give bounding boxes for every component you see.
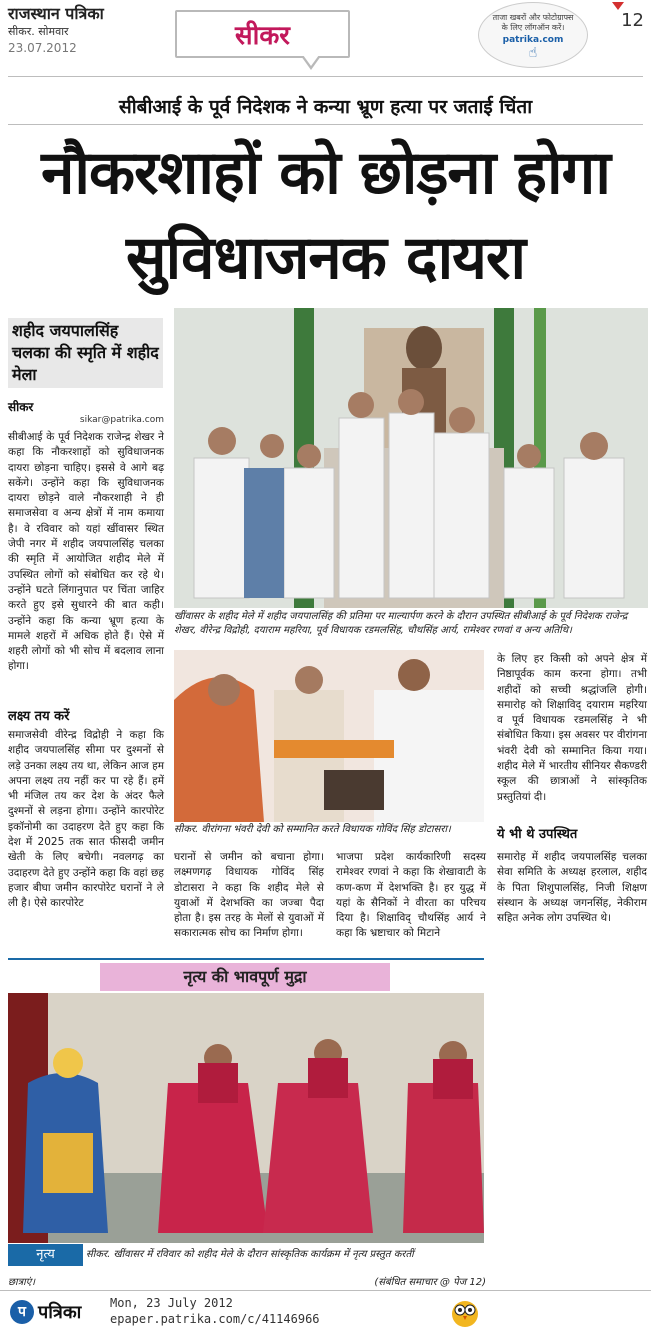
- divider: [8, 76, 643, 77]
- edition: सीकर. सोमवार: [8, 25, 69, 38]
- headline-line-2: सुविधाजनक दायरा: [126, 223, 525, 293]
- photo-caption-2: सीकर. वीरांगना भंवरी देवी को सम्मानित करते विधायक गोविंद सिंह डोटासरा।: [174, 824, 451, 835]
- photo-felicitation-illustration: [174, 650, 484, 822]
- story-column-1: सीबीआई के पूर्व निदेशक राजेन्द्र शेखर ने कहा कि नौकरशाहों को सुविधाजनक दायरा छोड़ना चाहिए। इससे वे आगे बढ़ सकेंगे। उन्होंने कहा कि सुविधाजनक दायरा छोड़ने वाले नौकरशाही ने ही समाजसेवा व अन्य क्षेत्रों में नाम कमाया है। वे रविवार को यहां खींवासर स्थित जेपी नगर में शहीद जयपालसिंह चलका की स्मृति में आयोजित शहीद मेले में उपस्थित लोगों को संबोधित कर रहे थे। उन्होंने घटते लिंगानुपात पर चिंता जाहिर करते हुए इसे सुधारने की बात कही। उन्होंने कहा कि कन्या भ्रूण हत्या के मामले शहरों में अधिक होते हैं। ऐसे में शहरी लोगों को भी सोच में बदलाव लाना होगा।: [8, 431, 164, 673]
- story-column-2: घरानों से जमीन को बचाना होगा। लक्ष्मणगढ़ विधायक गोविंद सिंह डोटासरा ने कहा कि शहीद मेले से युवाओं में देशभक्ति का जज्बा पैदा होता है। इस तरह के मेलों से युवाओं में सकारात्मक सोच का निर्माण होगा।: [174, 851, 324, 940]
- photo-caption-3-end: छात्राएं।: [8, 1277, 36, 1288]
- footer-divider: [0, 1290, 651, 1291]
- masthead: [8, 4, 168, 56]
- page-tab-icon: [612, 2, 624, 10]
- photo-dance-illustration: [8, 993, 484, 1243]
- photo-statue-tribute: [174, 308, 648, 608]
- promo-text-2: के लिए लॉगऑन करें।: [501, 23, 565, 32]
- patrika-logo-icon: प: [10, 1300, 34, 1324]
- headline-line-1: नौकरशाहों को छोड़ना होगा: [41, 138, 610, 208]
- photo-caption-1: खींवासर के शहीद मेले में शहीद जयपालसिंह की प्रतिमा पर माल्यार्पण करने के दौरान उपस्थित सीबीआई के पूर्व निदेशक राजेन्द्र शेखर, वीरेन्द्र विद्रोही, दयाराम महरिया, पूर्व विधायक रडमलसिंह, चौथसिंह आर्य, रामेश्वर रणवां व अन्य अतिथि।: [174, 611, 628, 636]
- photo-dance: [8, 993, 484, 1243]
- reporter-email[interactable]: sikar@patrika.com: [79, 415, 164, 425]
- city-name: सीकर: [235, 21, 290, 51]
- dance-label: नृत्य: [8, 1244, 83, 1266]
- side-headline: शहीद जयपालसिंह चलका की स्मृति में शहीद मेला: [8, 318, 163, 388]
- story-column-3: भाजपा प्रदेश कार्यकारिणी सदस्य रामेश्वर रणवां ने कहा कि शेखावाटी के कण-कण में देशभक्ति है। हर युद्ध में यहां के सैनिकों ने वीरता का परिचय दिया है। शिक्षाविद् चौथसिंह आर्य ने कहा कि भ्रष्टाचार को मिटाने: [336, 851, 486, 940]
- section-title-upasthit: ये भी थे उपस्थित: [497, 827, 578, 842]
- page-number: 12: [621, 10, 644, 31]
- owl-icon: [450, 1296, 480, 1328]
- hand-cursor-icon: ☝: [528, 45, 538, 61]
- footer-date: Mon, 23 July 2012: [110, 1296, 233, 1310]
- section-title-lakshya: लक्ष्य तय करें: [8, 709, 70, 724]
- subheadline: सीबीआई के पूर्व निदेशक ने कन्या भ्रूण हत्या पर जताई चिंता: [118, 96, 533, 118]
- footer-logo-text: पत्रिका: [38, 1302, 82, 1323]
- promo-url[interactable]: patrika.com: [502, 35, 564, 45]
- promo-badge[interactable]: [478, 2, 588, 68]
- city-box: [175, 10, 350, 58]
- footer-url[interactable]: epaper.patrika.com/c/41146966: [110, 1312, 320, 1326]
- story-column-1b: समाजसेवी वीरेन्द्र विद्रोही ने कहा कि शहीद जयपालसिंह सीमा पर दुश्मनों से लड़े उनका लक्ष्य तय था, लेकिन आज हम अपना लक्ष्य तय नहीं कर पा रहे हैं। हमें भी मंजिल तय कर देश के अंदर फैले दुश्मनों से लड़ना होगा। उन्होंने कारपोरेट इकॉनोमी का उदाहरण देते हुए कहा कि देश में 2025 तक सात फीसदी जमीन खेती के लिए बचेगी। नवलगढ़ का उदाहरण देते हुए उन्होंने कहा कि वहां छह हजार बीघा जमीन कारपोरेट घरानों ने ले ली है। ऐसे कारपोरेट: [8, 729, 164, 910]
- promo-text-1: ताजा खबरों और फोटोग्राफ्स: [492, 13, 574, 22]
- footer-logo[interactable]: [10, 1298, 110, 1326]
- divider: [8, 124, 643, 125]
- dance-banner: नृत्य की भावपूर्ण मुद्रा: [100, 963, 390, 991]
- photo-statue-illustration: [174, 308, 648, 608]
- story-column-right: के लिए हर किसी को अपने क्षेत्र में निष्ठापूर्वक काम करना होगा। तभी शहीदों को सच्ची श्रद्धांजलि होगी। समारोह को शिक्षाविद् दयाराम महरिया व पूर्व विधायक रडमलसिंह ने भी संबोधित किया। इस अवसर पर वीरांगना भंवरी देवी को सम्मानित किया गया। शहीद मेले में भारतीय सीनियर सैकण्डरी स्कूल की छात्राओं ने सांस्कृतिक प्रस्तुतियां दी।: [497, 653, 647, 803]
- brand-name: राजस्थान पत्रिका: [8, 4, 104, 23]
- photo-felicitation: [174, 650, 484, 822]
- story-column-right-2: समारोह में शहीद जयपालसिंह चलका सेवा समिति के अध्यक्ष हरलाल, शहीद के पिता शिशुपालसिंह, निजी शिक्षण संस्थान के अध्यक्ष जगनसिंह, नेकीराम सहित अनेक लोग उपस्थित थे।: [497, 851, 647, 925]
- issue-date: 23.07.2012: [8, 41, 77, 55]
- photo-caption-3: सीकर. खींवासर में रविवार को शहीद मेले के दौरान सांस्कृतिक कार्यक्रम में नृत्य प्रस्तुत करतीं: [86, 1249, 414, 1260]
- dateline: सीकर: [8, 400, 34, 414]
- related-news-ref[interactable]: (संबंधित समाचार @ पेज 12): [374, 1277, 486, 1288]
- section-divider: [8, 958, 484, 960]
